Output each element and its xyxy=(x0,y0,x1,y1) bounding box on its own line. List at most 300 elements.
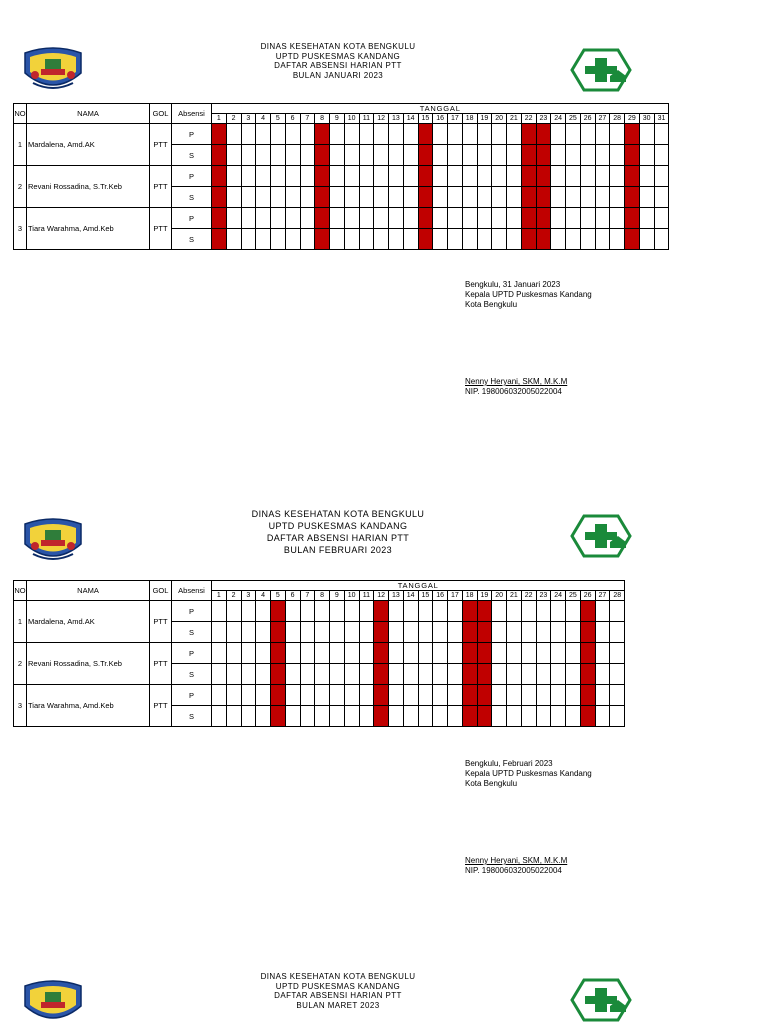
attendance-cell[interactable] xyxy=(639,124,654,145)
attendance-cell[interactable] xyxy=(610,145,625,166)
attendance-cell[interactable] xyxy=(536,643,551,664)
attendance-cell[interactable] xyxy=(344,622,359,643)
attendance-cell[interactable] xyxy=(492,229,507,250)
attendance-cell[interactable] xyxy=(374,145,389,166)
attendance-cell[interactable] xyxy=(492,685,507,706)
holiday-cell[interactable] xyxy=(462,643,477,664)
holiday-cell[interactable] xyxy=(418,229,433,250)
attendance-cell[interactable] xyxy=(344,229,359,250)
attendance-cell[interactable] xyxy=(300,664,315,685)
attendance-cell[interactable] xyxy=(389,643,404,664)
attendance-cell[interactable] xyxy=(433,208,448,229)
holiday-cell[interactable] xyxy=(625,124,640,145)
holiday-cell[interactable] xyxy=(315,145,330,166)
attendance-cell[interactable] xyxy=(226,187,241,208)
attendance-cell[interactable] xyxy=(418,664,433,685)
attendance-cell[interactable] xyxy=(241,643,256,664)
attendance-cell[interactable] xyxy=(359,664,374,685)
attendance-cell[interactable] xyxy=(330,622,345,643)
attendance-cell[interactable] xyxy=(389,124,404,145)
attendance-cell[interactable] xyxy=(492,187,507,208)
holiday-cell[interactable] xyxy=(536,124,551,145)
attendance-cell[interactable] xyxy=(403,124,418,145)
attendance-cell[interactable] xyxy=(566,187,581,208)
attendance-cell[interactable] xyxy=(300,601,315,622)
attendance-cell[interactable] xyxy=(566,145,581,166)
attendance-cell[interactable] xyxy=(403,601,418,622)
attendance-cell[interactable] xyxy=(330,685,345,706)
attendance-cell[interactable] xyxy=(418,706,433,727)
attendance-cell[interactable] xyxy=(507,664,522,685)
attendance-cell[interactable] xyxy=(212,685,227,706)
attendance-cell[interactable] xyxy=(580,208,595,229)
attendance-cell[interactable] xyxy=(300,643,315,664)
attendance-cell[interactable] xyxy=(448,229,463,250)
attendance-cell[interactable] xyxy=(433,622,448,643)
attendance-cell[interactable] xyxy=(344,166,359,187)
attendance-cell[interactable] xyxy=(226,145,241,166)
attendance-cell[interactable] xyxy=(492,145,507,166)
attendance-cell[interactable] xyxy=(477,166,492,187)
attendance-cell[interactable] xyxy=(536,622,551,643)
attendance-cell[interactable] xyxy=(344,643,359,664)
attendance-cell[interactable] xyxy=(241,664,256,685)
attendance-cell[interactable] xyxy=(595,229,610,250)
attendance-cell[interactable] xyxy=(256,187,271,208)
attendance-cell[interactable] xyxy=(344,664,359,685)
attendance-cell[interactable] xyxy=(300,229,315,250)
attendance-cell[interactable] xyxy=(654,187,669,208)
attendance-cell[interactable] xyxy=(462,145,477,166)
attendance-cell[interactable] xyxy=(507,685,522,706)
attendance-cell[interactable] xyxy=(359,208,374,229)
attendance-cell[interactable] xyxy=(271,229,286,250)
holiday-cell[interactable] xyxy=(521,229,536,250)
attendance-cell[interactable] xyxy=(610,187,625,208)
holiday-cell[interactable] xyxy=(462,622,477,643)
attendance-cell[interactable] xyxy=(639,229,654,250)
holiday-cell[interactable] xyxy=(477,685,492,706)
attendance-cell[interactable] xyxy=(580,124,595,145)
attendance-cell[interactable] xyxy=(389,166,404,187)
attendance-cell[interactable] xyxy=(374,229,389,250)
attendance-cell[interactable] xyxy=(344,124,359,145)
attendance-cell[interactable] xyxy=(492,664,507,685)
attendance-cell[interactable] xyxy=(285,706,300,727)
attendance-cell[interactable] xyxy=(566,706,581,727)
attendance-cell[interactable] xyxy=(344,208,359,229)
attendance-cell[interactable] xyxy=(330,664,345,685)
attendance-cell[interactable] xyxy=(403,643,418,664)
attendance-cell[interactable] xyxy=(241,208,256,229)
holiday-cell[interactable] xyxy=(477,643,492,664)
attendance-cell[interactable] xyxy=(654,145,669,166)
attendance-cell[interactable] xyxy=(344,706,359,727)
attendance-cell[interactable] xyxy=(507,145,522,166)
attendance-cell[interactable] xyxy=(462,124,477,145)
attendance-cell[interactable] xyxy=(521,601,536,622)
attendance-cell[interactable] xyxy=(654,229,669,250)
attendance-cell[interactable] xyxy=(433,601,448,622)
holiday-cell[interactable] xyxy=(625,166,640,187)
holiday-cell[interactable] xyxy=(477,664,492,685)
holiday-cell[interactable] xyxy=(315,166,330,187)
attendance-cell[interactable] xyxy=(448,601,463,622)
attendance-cell[interactable] xyxy=(403,229,418,250)
attendance-cell[interactable] xyxy=(285,601,300,622)
attendance-cell[interactable] xyxy=(507,166,522,187)
attendance-cell[interactable] xyxy=(654,166,669,187)
attendance-cell[interactable] xyxy=(595,601,610,622)
attendance-cell[interactable] xyxy=(595,664,610,685)
attendance-cell[interactable] xyxy=(448,685,463,706)
attendance-cell[interactable] xyxy=(566,643,581,664)
attendance-cell[interactable] xyxy=(256,208,271,229)
attendance-cell[interactable] xyxy=(566,229,581,250)
attendance-cell[interactable] xyxy=(403,166,418,187)
attendance-cell[interactable] xyxy=(433,187,448,208)
attendance-cell[interactable] xyxy=(241,124,256,145)
attendance-cell[interactable] xyxy=(315,643,330,664)
attendance-cell[interactable] xyxy=(433,706,448,727)
holiday-cell[interactable] xyxy=(271,601,286,622)
attendance-cell[interactable] xyxy=(492,124,507,145)
holiday-cell[interactable] xyxy=(477,706,492,727)
attendance-cell[interactable] xyxy=(300,166,315,187)
attendance-cell[interactable] xyxy=(477,208,492,229)
attendance-cell[interactable] xyxy=(507,124,522,145)
attendance-cell[interactable] xyxy=(536,664,551,685)
attendance-cell[interactable] xyxy=(610,601,625,622)
holiday-cell[interactable] xyxy=(315,124,330,145)
attendance-cell[interactable] xyxy=(610,685,625,706)
attendance-cell[interactable] xyxy=(285,187,300,208)
attendance-cell[interactable] xyxy=(285,643,300,664)
attendance-cell[interactable] xyxy=(595,622,610,643)
attendance-cell[interactable] xyxy=(241,229,256,250)
attendance-cell[interactable] xyxy=(433,643,448,664)
holiday-cell[interactable] xyxy=(374,664,389,685)
attendance-cell[interactable] xyxy=(462,166,477,187)
attendance-cell[interactable] xyxy=(595,208,610,229)
attendance-cell[interactable] xyxy=(226,601,241,622)
attendance-cell[interactable] xyxy=(344,601,359,622)
attendance-cell[interactable] xyxy=(403,685,418,706)
attendance-cell[interactable] xyxy=(285,124,300,145)
attendance-cell[interactable] xyxy=(359,643,374,664)
attendance-cell[interactable] xyxy=(639,145,654,166)
attendance-cell[interactable] xyxy=(226,208,241,229)
attendance-cell[interactable] xyxy=(241,706,256,727)
holiday-cell[interactable] xyxy=(271,643,286,664)
holiday-cell[interactable] xyxy=(536,208,551,229)
attendance-cell[interactable] xyxy=(285,622,300,643)
attendance-cell[interactable] xyxy=(315,601,330,622)
attendance-cell[interactable] xyxy=(448,187,463,208)
attendance-cell[interactable] xyxy=(300,622,315,643)
attendance-cell[interactable] xyxy=(433,664,448,685)
attendance-cell[interactable] xyxy=(359,187,374,208)
attendance-cell[interactable] xyxy=(359,622,374,643)
attendance-cell[interactable] xyxy=(492,706,507,727)
attendance-cell[interactable] xyxy=(359,145,374,166)
attendance-cell[interactable] xyxy=(359,601,374,622)
attendance-cell[interactable] xyxy=(330,145,345,166)
attendance-cell[interactable] xyxy=(315,685,330,706)
attendance-cell[interactable] xyxy=(330,229,345,250)
attendance-cell[interactable] xyxy=(448,145,463,166)
attendance-cell[interactable] xyxy=(226,622,241,643)
attendance-cell[interactable] xyxy=(639,166,654,187)
attendance-cell[interactable] xyxy=(226,166,241,187)
attendance-cell[interactable] xyxy=(610,124,625,145)
attendance-cell[interactable] xyxy=(389,208,404,229)
attendance-cell[interactable] xyxy=(256,643,271,664)
attendance-cell[interactable] xyxy=(271,124,286,145)
attendance-cell[interactable] xyxy=(330,124,345,145)
attendance-cell[interactable] xyxy=(492,208,507,229)
attendance-cell[interactable] xyxy=(315,664,330,685)
attendance-cell[interactable] xyxy=(462,187,477,208)
attendance-cell[interactable] xyxy=(359,124,374,145)
attendance-cell[interactable] xyxy=(521,706,536,727)
attendance-cell[interactable] xyxy=(507,208,522,229)
holiday-cell[interactable] xyxy=(625,229,640,250)
attendance-cell[interactable] xyxy=(536,601,551,622)
attendance-cell[interactable] xyxy=(580,229,595,250)
attendance-cell[interactable] xyxy=(477,187,492,208)
attendance-cell[interactable] xyxy=(639,187,654,208)
attendance-cell[interactable] xyxy=(551,208,566,229)
holiday-cell[interactable] xyxy=(462,664,477,685)
attendance-cell[interactable] xyxy=(492,166,507,187)
attendance-cell[interactable] xyxy=(566,124,581,145)
attendance-cell[interactable] xyxy=(241,601,256,622)
attendance-cell[interactable] xyxy=(389,706,404,727)
attendance-cell[interactable] xyxy=(403,622,418,643)
attendance-cell[interactable] xyxy=(256,622,271,643)
attendance-cell[interactable] xyxy=(226,706,241,727)
attendance-cell[interactable] xyxy=(271,208,286,229)
holiday-cell[interactable] xyxy=(418,187,433,208)
holiday-cell[interactable] xyxy=(271,706,286,727)
attendance-cell[interactable] xyxy=(551,145,566,166)
attendance-cell[interactable] xyxy=(300,706,315,727)
holiday-cell[interactable] xyxy=(521,166,536,187)
attendance-cell[interactable] xyxy=(433,166,448,187)
attendance-cell[interactable] xyxy=(566,166,581,187)
attendance-cell[interactable] xyxy=(285,145,300,166)
attendance-cell[interactable] xyxy=(551,685,566,706)
attendance-cell[interactable] xyxy=(595,187,610,208)
attendance-cell[interactable] xyxy=(610,229,625,250)
attendance-cell[interactable] xyxy=(315,622,330,643)
attendance-cell[interactable] xyxy=(521,685,536,706)
attendance-cell[interactable] xyxy=(285,685,300,706)
attendance-cell[interactable] xyxy=(226,643,241,664)
attendance-cell[interactable] xyxy=(595,643,610,664)
attendance-cell[interactable] xyxy=(389,601,404,622)
attendance-cell[interactable] xyxy=(507,706,522,727)
attendance-cell[interactable] xyxy=(639,208,654,229)
attendance-cell[interactable] xyxy=(448,664,463,685)
attendance-cell[interactable] xyxy=(256,145,271,166)
attendance-cell[interactable] xyxy=(226,664,241,685)
attendance-cell[interactable] xyxy=(330,208,345,229)
attendance-cell[interactable] xyxy=(330,643,345,664)
attendance-cell[interactable] xyxy=(256,706,271,727)
attendance-cell[interactable] xyxy=(595,145,610,166)
attendance-cell[interactable] xyxy=(212,601,227,622)
holiday-cell[interactable] xyxy=(580,685,595,706)
attendance-cell[interactable] xyxy=(241,166,256,187)
attendance-cell[interactable] xyxy=(521,643,536,664)
attendance-cell[interactable] xyxy=(374,124,389,145)
attendance-cell[interactable] xyxy=(403,145,418,166)
attendance-cell[interactable] xyxy=(580,187,595,208)
attendance-cell[interactable] xyxy=(507,601,522,622)
holiday-cell[interactable] xyxy=(212,187,227,208)
attendance-cell[interactable] xyxy=(330,706,345,727)
attendance-cell[interactable] xyxy=(315,706,330,727)
attendance-cell[interactable] xyxy=(551,601,566,622)
attendance-cell[interactable] xyxy=(521,622,536,643)
attendance-cell[interactable] xyxy=(403,664,418,685)
attendance-cell[interactable] xyxy=(256,124,271,145)
holiday-cell[interactable] xyxy=(477,601,492,622)
attendance-cell[interactable] xyxy=(271,166,286,187)
attendance-cell[interactable] xyxy=(271,145,286,166)
attendance-cell[interactable] xyxy=(610,208,625,229)
attendance-cell[interactable] xyxy=(300,187,315,208)
attendance-cell[interactable] xyxy=(389,685,404,706)
attendance-cell[interactable] xyxy=(521,664,536,685)
attendance-cell[interactable] xyxy=(536,706,551,727)
attendance-cell[interactable] xyxy=(507,643,522,664)
holiday-cell[interactable] xyxy=(580,706,595,727)
attendance-cell[interactable] xyxy=(566,208,581,229)
holiday-cell[interactable] xyxy=(462,685,477,706)
attendance-cell[interactable] xyxy=(344,685,359,706)
attendance-cell[interactable] xyxy=(403,187,418,208)
holiday-cell[interactable] xyxy=(462,601,477,622)
attendance-cell[interactable] xyxy=(492,643,507,664)
holiday-cell[interactable] xyxy=(271,664,286,685)
attendance-cell[interactable] xyxy=(330,166,345,187)
attendance-cell[interactable] xyxy=(477,229,492,250)
holiday-cell[interactable] xyxy=(521,187,536,208)
attendance-cell[interactable] xyxy=(300,208,315,229)
attendance-cell[interactable] xyxy=(374,166,389,187)
holiday-cell[interactable] xyxy=(418,124,433,145)
attendance-cell[interactable] xyxy=(551,706,566,727)
attendance-cell[interactable] xyxy=(403,706,418,727)
attendance-cell[interactable] xyxy=(492,601,507,622)
attendance-cell[interactable] xyxy=(330,601,345,622)
attendance-cell[interactable] xyxy=(418,643,433,664)
attendance-cell[interactable] xyxy=(389,229,404,250)
attendance-cell[interactable] xyxy=(271,187,286,208)
attendance-cell[interactable] xyxy=(226,685,241,706)
holiday-cell[interactable] xyxy=(580,664,595,685)
holiday-cell[interactable] xyxy=(462,706,477,727)
attendance-cell[interactable] xyxy=(448,124,463,145)
holiday-cell[interactable] xyxy=(212,166,227,187)
attendance-cell[interactable] xyxy=(300,145,315,166)
attendance-cell[interactable] xyxy=(477,145,492,166)
attendance-cell[interactable] xyxy=(551,664,566,685)
attendance-cell[interactable] xyxy=(344,145,359,166)
holiday-cell[interactable] xyxy=(271,685,286,706)
holiday-cell[interactable] xyxy=(418,166,433,187)
attendance-cell[interactable] xyxy=(477,124,492,145)
attendance-cell[interactable] xyxy=(551,187,566,208)
attendance-cell[interactable] xyxy=(212,643,227,664)
holiday-cell[interactable] xyxy=(374,601,389,622)
attendance-cell[interactable] xyxy=(654,124,669,145)
attendance-cell[interactable] xyxy=(566,664,581,685)
attendance-cell[interactable] xyxy=(359,229,374,250)
holiday-cell[interactable] xyxy=(374,622,389,643)
attendance-cell[interactable] xyxy=(300,124,315,145)
attendance-cell[interactable] xyxy=(330,187,345,208)
attendance-cell[interactable] xyxy=(580,166,595,187)
holiday-cell[interactable] xyxy=(521,124,536,145)
attendance-cell[interactable] xyxy=(212,622,227,643)
attendance-cell[interactable] xyxy=(580,145,595,166)
attendance-cell[interactable] xyxy=(389,145,404,166)
attendance-cell[interactable] xyxy=(285,166,300,187)
attendance-cell[interactable] xyxy=(566,601,581,622)
holiday-cell[interactable] xyxy=(418,208,433,229)
holiday-cell[interactable] xyxy=(536,187,551,208)
attendance-cell[interactable] xyxy=(374,208,389,229)
attendance-cell[interactable] xyxy=(285,208,300,229)
holiday-cell[interactable] xyxy=(625,187,640,208)
attendance-cell[interactable] xyxy=(462,229,477,250)
attendance-cell[interactable] xyxy=(433,229,448,250)
attendance-cell[interactable] xyxy=(418,601,433,622)
holiday-cell[interactable] xyxy=(374,706,389,727)
attendance-cell[interactable] xyxy=(389,187,404,208)
attendance-cell[interactable] xyxy=(551,166,566,187)
attendance-cell[interactable] xyxy=(610,706,625,727)
holiday-cell[interactable] xyxy=(580,622,595,643)
attendance-cell[interactable] xyxy=(566,622,581,643)
attendance-cell[interactable] xyxy=(551,229,566,250)
attendance-cell[interactable] xyxy=(241,145,256,166)
attendance-cell[interactable] xyxy=(344,187,359,208)
attendance-cell[interactable] xyxy=(507,187,522,208)
attendance-cell[interactable] xyxy=(212,706,227,727)
attendance-cell[interactable] xyxy=(418,622,433,643)
attendance-cell[interactable] xyxy=(448,643,463,664)
holiday-cell[interactable] xyxy=(212,145,227,166)
attendance-cell[interactable] xyxy=(448,706,463,727)
attendance-cell[interactable] xyxy=(256,601,271,622)
attendance-cell[interactable] xyxy=(536,685,551,706)
holiday-cell[interactable] xyxy=(580,601,595,622)
attendance-cell[interactable] xyxy=(507,229,522,250)
attendance-cell[interactable] xyxy=(433,685,448,706)
attendance-cell[interactable] xyxy=(551,643,566,664)
holiday-cell[interactable] xyxy=(212,208,227,229)
attendance-cell[interactable] xyxy=(359,706,374,727)
attendance-cell[interactable] xyxy=(433,145,448,166)
attendance-cell[interactable] xyxy=(448,622,463,643)
holiday-cell[interactable] xyxy=(521,208,536,229)
attendance-cell[interactable] xyxy=(448,208,463,229)
